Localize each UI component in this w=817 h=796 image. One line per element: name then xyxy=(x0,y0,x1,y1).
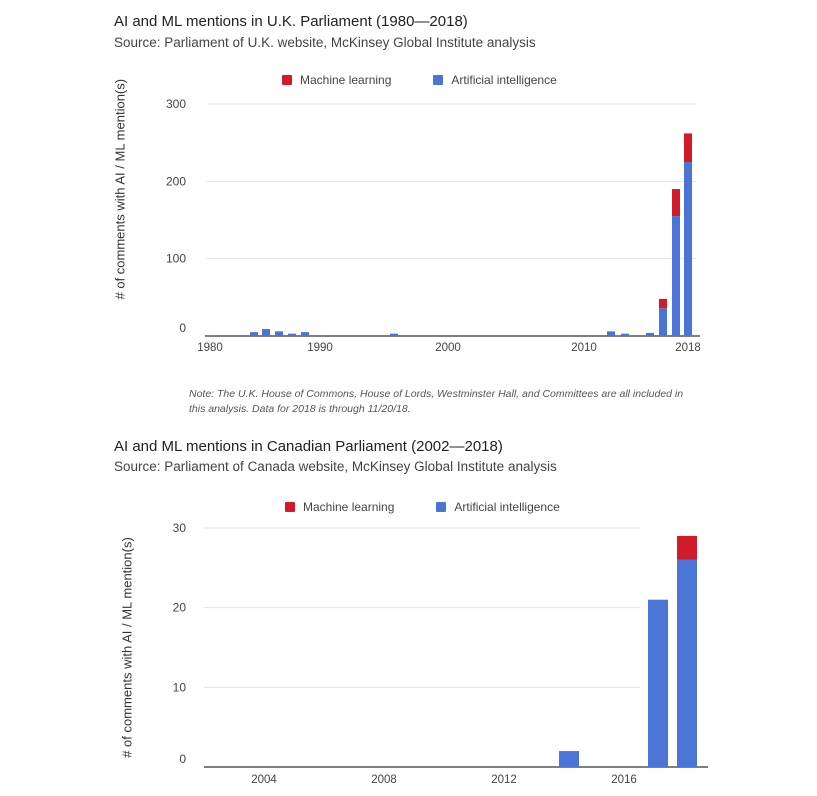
bar-ai-2014 xyxy=(559,751,579,767)
y-tick-label: 300 xyxy=(165,97,186,111)
canada-y-axis-label: # of comments with AI / ML mention(s) xyxy=(119,537,135,758)
bar-ai-2018 xyxy=(677,560,697,767)
bar-ai-2017 xyxy=(648,600,668,767)
uk-y-axis-label: # of comments with AI / ML mention(s) xyxy=(112,78,128,300)
y-tick-label: 100 xyxy=(165,251,186,266)
bar-ai-1986 xyxy=(275,331,283,336)
canada-legend-ai-label: Artificial intelligence xyxy=(454,500,560,514)
y-tick-label: 0 xyxy=(179,752,186,766)
bar-ai-1987 xyxy=(288,334,296,336)
x-tick-label: 1990 xyxy=(307,342,333,354)
plot-area-0 xyxy=(166,97,701,354)
x-tick-label: 2000 xyxy=(435,342,461,354)
bar-ai-2015 xyxy=(646,333,654,336)
uk-legend-ai-label: Artificial intelligence xyxy=(451,73,557,87)
bar-ai-1996 xyxy=(390,334,398,336)
bar-ml-2018 xyxy=(684,133,692,162)
bar-ai-2017 xyxy=(672,216,680,336)
x-tick-label: 2010 xyxy=(571,342,597,354)
bar-ai-1985 xyxy=(262,329,270,336)
y-tick-label: 0 xyxy=(179,321,186,335)
bar-ai-2013 xyxy=(621,334,629,336)
bar-ml-2017 xyxy=(672,189,680,216)
canada-chart-title: AI and ML mentions in Canadian Parliament (2002—2018) xyxy=(114,438,503,455)
bar-ai-1988 xyxy=(301,332,309,336)
uk-chart-subtitle: Source: Parliament of U.K. website, McKinsey Global Institute analysis xyxy=(114,35,536,50)
y-tick-label: 200 xyxy=(165,174,186,189)
x-tick-label: 2004 xyxy=(251,774,277,786)
y-tick-label: 20 xyxy=(172,600,186,615)
bar-ai-2012 xyxy=(607,331,615,336)
bar-ai-2018 xyxy=(684,162,692,336)
canada-legend-ml-label: Machine learning xyxy=(303,500,395,514)
uk-chart-note: Note: The U.K. House of Commons, House of Lords, Westminster Hall, and Committees are all included in this analysis. Data for 2018 is through 11/20/18. xyxy=(189,388,684,415)
y-tick-label: 10 xyxy=(172,680,186,695)
bar-ml-2016 xyxy=(659,299,667,308)
plot-area-1 xyxy=(173,521,708,786)
x-tick-label: 2012 xyxy=(491,774,517,786)
x-tick-label: 2018 xyxy=(675,342,701,354)
x-tick-label: 2008 xyxy=(371,774,397,786)
x-tick-label: 1980 xyxy=(197,342,223,354)
bar-ai-1980 xyxy=(208,335,216,336)
uk-legend-ml-label: Machine learning xyxy=(300,73,392,87)
uk-chart-title: AI and ML mentions in U.K. Parliament (1980—2018) xyxy=(114,13,468,30)
bar-ai-2016 xyxy=(659,308,667,336)
bar-ai-1984 xyxy=(250,332,258,336)
bar-ml-2018 xyxy=(677,536,697,560)
y-tick-label: 30 xyxy=(172,521,186,535)
x-tick-label: 2016 xyxy=(611,774,637,786)
canada-chart-subtitle: Source: Parliament of Canada website, McKinsey Global Institute analysis xyxy=(114,459,557,474)
